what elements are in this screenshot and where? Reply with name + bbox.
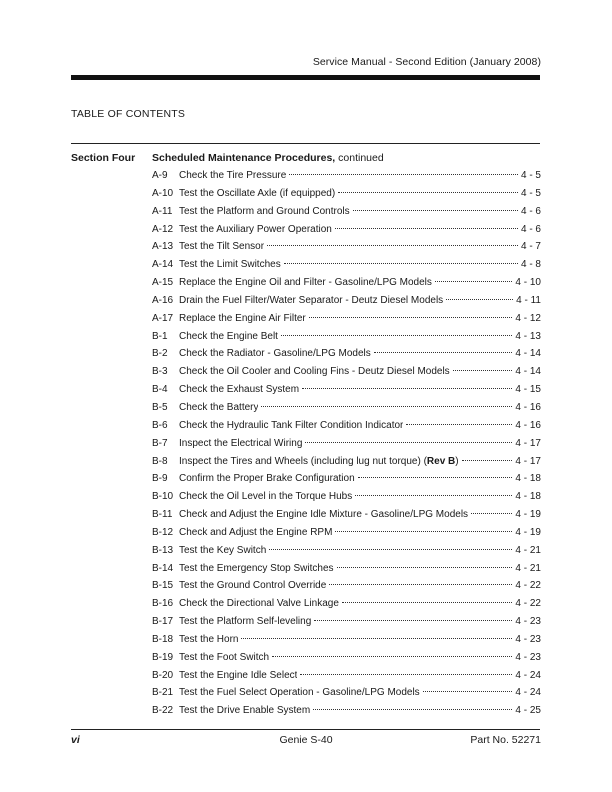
- toc-entry-title-text: Test the Fuel Select Operation - Gasoline/LPG Models: [179, 687, 420, 699]
- toc-entry-code: B-16: [152, 598, 174, 610]
- toc-entry-code: A-11: [152, 205, 173, 217]
- toc-entry-page: 4 - 12: [515, 312, 541, 324]
- toc-entry[interactable]: [152, 240, 541, 258]
- toc-entry-title: [179, 401, 258, 415]
- dot-leader: [302, 388, 512, 389]
- toc-entry-page: 4 - 24: [515, 669, 541, 681]
- toc-entry-page: 4 - 19: [515, 509, 541, 521]
- toc-entry[interactable]: [152, 258, 541, 276]
- toc-entry[interactable]: [152, 472, 541, 490]
- toc-entry-code: A-14: [152, 259, 174, 271]
- toc-entry-title: [179, 490, 352, 504]
- toc-entry-title-text: Confirm the Proper Brake Configuration: [179, 473, 355, 485]
- toc-entry[interactable]: [152, 633, 541, 651]
- toc-entry-title-text: Test the Engine Idle Select: [179, 669, 298, 681]
- toc-entry[interactable]: [152, 544, 541, 562]
- toc-entry-title: [179, 526, 332, 540]
- toc-entry[interactable]: [152, 686, 541, 704]
- toc-entry-title-text: Replace the Engine Air Filter: [179, 312, 306, 324]
- toc-entry[interactable]: [152, 562, 541, 580]
- dot-leader: [471, 513, 512, 514]
- toc-entry-title-text: Check the Hydraulic Tank Filter Condition Indicator: [179, 419, 404, 431]
- dot-leader: [281, 335, 512, 336]
- toc-entry-code: B-13: [152, 544, 174, 556]
- toc-entry-code: A-13: [152, 241, 174, 253]
- toc-entry-code: A-16: [152, 294, 174, 306]
- revision-mark: Rev B: [426, 455, 456, 467]
- dot-leader: [335, 531, 512, 532]
- toc-entry-code: A-15: [152, 277, 174, 289]
- toc-entry-code: B-4: [152, 384, 168, 396]
- toc-entry-title: [179, 686, 420, 700]
- section-label: Section Four: [71, 152, 136, 164]
- toc-entry-page: 4 - 16: [515, 401, 541, 413]
- toc-entry[interactable]: [152, 597, 541, 615]
- toc-entry-title: [179, 223, 332, 237]
- toc-entry-title: [179, 704, 310, 718]
- toc-entry[interactable]: [152, 651, 541, 669]
- page-header-title: Service Manual - Second Edition (January 2008): [312, 56, 541, 68]
- toc-entry-page: 4 - 15: [515, 384, 541, 396]
- dot-leader: [342, 602, 513, 603]
- dot-leader: [355, 495, 512, 496]
- toc-entry[interactable]: [152, 401, 541, 419]
- footer-page-number: vi: [71, 734, 80, 746]
- dot-leader: [314, 620, 512, 621]
- toc-entry-page: 4 - 5: [520, 170, 541, 181]
- toc-entry-title: [179, 437, 302, 451]
- toc-entry-code: B-10: [152, 491, 174, 503]
- toc-entry-page: 4 - 24: [515, 687, 541, 699]
- toc-entry-title-text: Replace the Engine Oil and Filter - Gasoline/LPG Models: [179, 277, 432, 289]
- dot-leader: [261, 406, 512, 407]
- dot-leader: [374, 352, 513, 353]
- dot-leader: [267, 245, 518, 246]
- toc-entry[interactable]: [152, 205, 541, 223]
- toc-entry-title-text: Check the Exhaust System: [179, 384, 300, 396]
- toc-entry-title: [179, 651, 269, 665]
- toc-entry-title-text: Test the Tilt Sensor: [179, 241, 265, 253]
- toc-entry[interactable]: [152, 669, 541, 687]
- toc-entry-code: B-19: [152, 651, 174, 663]
- toc-entry[interactable]: [152, 490, 541, 508]
- toc-entry-code: B-14: [152, 562, 174, 574]
- dot-leader: [353, 210, 518, 211]
- toc-entry-code: A-17: [152, 312, 174, 324]
- toc-entry-page: 4 - 17: [515, 455, 541, 467]
- toc-entry-title-text: Inspect the Tires and Wheels (including lug nut torque) (: [179, 455, 427, 467]
- toc-entry[interactable]: [152, 169, 541, 187]
- toc-entry-title-text: Inspect the Electrical Wiring: [179, 437, 303, 449]
- toc-entry-title: [179, 633, 238, 647]
- toc-entry-title: [179, 508, 468, 522]
- toc-entry-title: [179, 258, 281, 272]
- toc-entry-title: [179, 294, 443, 308]
- dot-leader: [329, 584, 512, 585]
- toc-entry-code: A-12: [152, 223, 174, 235]
- dot-leader: [446, 299, 513, 300]
- toc-entry-title-text: Test the Drive Enable System: [179, 705, 311, 717]
- toc-entry-title: [179, 669, 297, 683]
- toc-entry-code: B-20: [152, 669, 174, 681]
- dot-leader: [313, 709, 512, 710]
- toc-entry[interactable]: [152, 383, 541, 401]
- toc-entry-title: [179, 615, 311, 629]
- toc-entry-page: 4 - 7: [520, 241, 541, 253]
- toc-entry-title-text: Check the Oil Level in the Torque Hubs: [179, 491, 353, 503]
- toc-entry[interactable]: [152, 526, 541, 544]
- toc-entry-title-text: Test the Emergency Stop Switches: [179, 562, 334, 574]
- dot-leader: [335, 228, 518, 229]
- toc-entry-page: 4 - 6: [520, 205, 541, 217]
- toc-entry-page: 4 - 5: [520, 187, 541, 199]
- toc-entry-page: 4 - 17: [515, 437, 541, 449]
- toc-entry-code: B-17: [152, 616, 174, 628]
- toc-rule: [71, 143, 540, 144]
- toc-entry-code: B-1: [152, 330, 168, 342]
- toc-entry-title: [179, 562, 334, 576]
- toc-entry-code: B-22: [152, 705, 174, 717]
- toc-entry-page: 4 - 13: [515, 330, 541, 342]
- toc-entry[interactable]: [152, 365, 541, 383]
- toc-entry[interactable]: [152, 508, 541, 526]
- toc-entry-title-text: Test the Limit Switches: [179, 259, 281, 271]
- toc-entry-title: [179, 205, 350, 219]
- toc-entry[interactable]: [152, 187, 541, 205]
- toc-entry-title: [179, 240, 264, 254]
- toc-entry-title: [179, 544, 266, 558]
- toc-entry-title-text: Test the Foot Switch: [179, 651, 270, 663]
- toc-entry-title-end: ): [455, 455, 459, 467]
- toc-entry-code: B-12: [152, 526, 174, 538]
- toc-entries: [152, 169, 541, 722]
- dot-leader: [289, 174, 518, 175]
- toc-entry-title: [179, 347, 371, 361]
- toc-entry-title-text: Test the Key Switch: [179, 544, 267, 556]
- toc-entry[interactable]: [152, 347, 541, 365]
- footer-rule: [71, 729, 540, 730]
- toc-entry-title-text: Test the Ground Control Override: [179, 580, 327, 592]
- toc-entry-page: 4 - 6: [520, 223, 541, 235]
- toc-entry-title-text: Test the Horn: [179, 633, 239, 645]
- toc-entry-code: B-2: [152, 348, 168, 360]
- dot-leader: [269, 549, 512, 550]
- toc-entry[interactable]: [152, 704, 541, 722]
- toc-entry[interactable]: [152, 437, 541, 455]
- dot-leader: [284, 263, 518, 264]
- toc-entry[interactable]: [152, 276, 541, 294]
- toc-entry-page: 4 - 22: [515, 598, 541, 610]
- toc-entry-title-text: Check and Adjust the Engine RPM: [179, 526, 333, 538]
- toc-entry-page: 4 - 14: [515, 366, 541, 378]
- toc-entry-title: [179, 419, 403, 433]
- dot-leader: [337, 567, 513, 568]
- footer-part-number: Part No. 52271: [470, 734, 541, 746]
- toc-entry-code: B-6: [152, 419, 168, 431]
- toc-entry-code: B-7: [152, 437, 168, 449]
- toc-entry-code: B-18: [152, 633, 174, 645]
- dot-leader: [241, 638, 512, 639]
- dot-leader: [272, 656, 512, 657]
- toc-entry-title: [179, 187, 335, 201]
- dot-leader: [423, 691, 513, 692]
- toc-entry-page: 4 - 18: [515, 491, 541, 503]
- dot-leader: [305, 442, 512, 443]
- toc-entry-page: 4 - 23: [515, 616, 541, 628]
- toc-entry-code: B-9: [152, 473, 168, 485]
- toc-entry[interactable]: [152, 294, 541, 312]
- toc-entry-title-text: Test the Auxiliary Power Operation: [179, 223, 332, 235]
- toc-entry-title: [179, 455, 459, 469]
- toc-entry-title: [179, 169, 286, 183]
- toc-entry-title: [179, 365, 450, 379]
- dot-leader: [406, 424, 512, 425]
- dot-leader: [453, 370, 513, 371]
- toc-entry-page: 4 - 8: [520, 259, 541, 271]
- toc-entry-title: [179, 312, 306, 326]
- toc-entry-title-text: Check the Radiator - Gasoline/LPG Models: [179, 348, 371, 360]
- toc-entry-page: 4 - 16: [515, 419, 541, 431]
- section-title-suffix: continued: [335, 152, 384, 164]
- toc-entry-code: A-10: [152, 187, 174, 199]
- toc-entry-title-text: Test the Platform Self-leveling: [179, 616, 312, 628]
- dot-leader: [300, 674, 512, 675]
- toc-entry[interactable]: [152, 579, 541, 597]
- toc-entry-title: [179, 579, 326, 593]
- toc-entry-code: B-11: [152, 509, 173, 521]
- toc-entry[interactable]: [152, 312, 541, 330]
- toc-entry-page: 4 - 10: [515, 277, 541, 289]
- toc-entry-code: B-5: [152, 401, 168, 413]
- toc-entry-code: B-21: [152, 687, 174, 699]
- toc-entry-title-text: Check the Tire Pressure: [179, 170, 287, 181]
- toc-entry[interactable]: [152, 455, 541, 473]
- toc-entry-code: B-15: [152, 580, 174, 592]
- toc-entry-page: 4 - 23: [515, 651, 541, 663]
- toc-entry-page: 4 - 21: [515, 544, 541, 556]
- toc-entry-code: A-9: [152, 170, 168, 181]
- toc-entry-title-text: Test the Oscillate Axle (if equipped): [179, 187, 336, 199]
- section-title: [152, 152, 384, 164]
- footer-model: Genie S-40: [279, 734, 333, 746]
- dot-leader: [309, 317, 513, 318]
- toc-entry-page: 4 - 18: [515, 473, 541, 485]
- toc-entry-page: 4 - 21: [515, 562, 541, 574]
- header-rule: [71, 75, 540, 80]
- toc-entry-code: B-3: [152, 366, 168, 378]
- toc-entry-title-text: Drain the Fuel Filter/Water Separator - Deutz Diesel Models: [179, 294, 444, 306]
- toc-entry-title-text: Check the Directional Valve Linkage: [179, 598, 339, 610]
- toc-entry-title-text: Check the Battery: [179, 401, 259, 413]
- toc-heading: TABLE OF CONTENTS: [71, 108, 186, 120]
- toc-entry[interactable]: [152, 223, 541, 241]
- dot-leader: [462, 460, 513, 461]
- toc-entry-title: [179, 472, 355, 486]
- toc-entry-title-text: Check the Engine Belt: [179, 330, 278, 342]
- toc-entry-page: 4 - 23: [515, 633, 541, 645]
- dot-leader: [358, 477, 513, 478]
- dot-leader: [338, 192, 518, 193]
- toc-entry-page: 4 - 22: [515, 580, 541, 592]
- toc-entry-title-text: Test the Platform and Ground Controls: [179, 205, 350, 217]
- toc-entry-code: B-8: [152, 455, 168, 467]
- toc-entry-title: [179, 330, 278, 344]
- toc-entry[interactable]: [152, 419, 541, 437]
- toc-entry-title-text: Check the Oil Cooler and Cooling Fins - Deutz Diesel Models: [179, 366, 450, 378]
- toc-entry-title-text: Check and Adjust the Engine Idle Mixture - Gasoline/LPG Models: [179, 509, 469, 521]
- toc-entry-title: [179, 276, 432, 290]
- toc-entry-title: [179, 383, 299, 397]
- toc-entry-page: 4 - 11: [516, 294, 541, 306]
- section-title-text: Scheduled Maintenance Procedures,: [152, 152, 336, 164]
- toc-entry-title: [179, 597, 339, 611]
- toc-entry[interactable]: [152, 330, 541, 348]
- dot-leader: [435, 281, 513, 282]
- toc-entry[interactable]: [152, 615, 541, 633]
- toc-entry-page: 4 - 25: [515, 705, 541, 717]
- toc-entry-page: 4 - 19: [515, 526, 541, 538]
- toc-entry-page: 4 - 14: [515, 348, 541, 360]
